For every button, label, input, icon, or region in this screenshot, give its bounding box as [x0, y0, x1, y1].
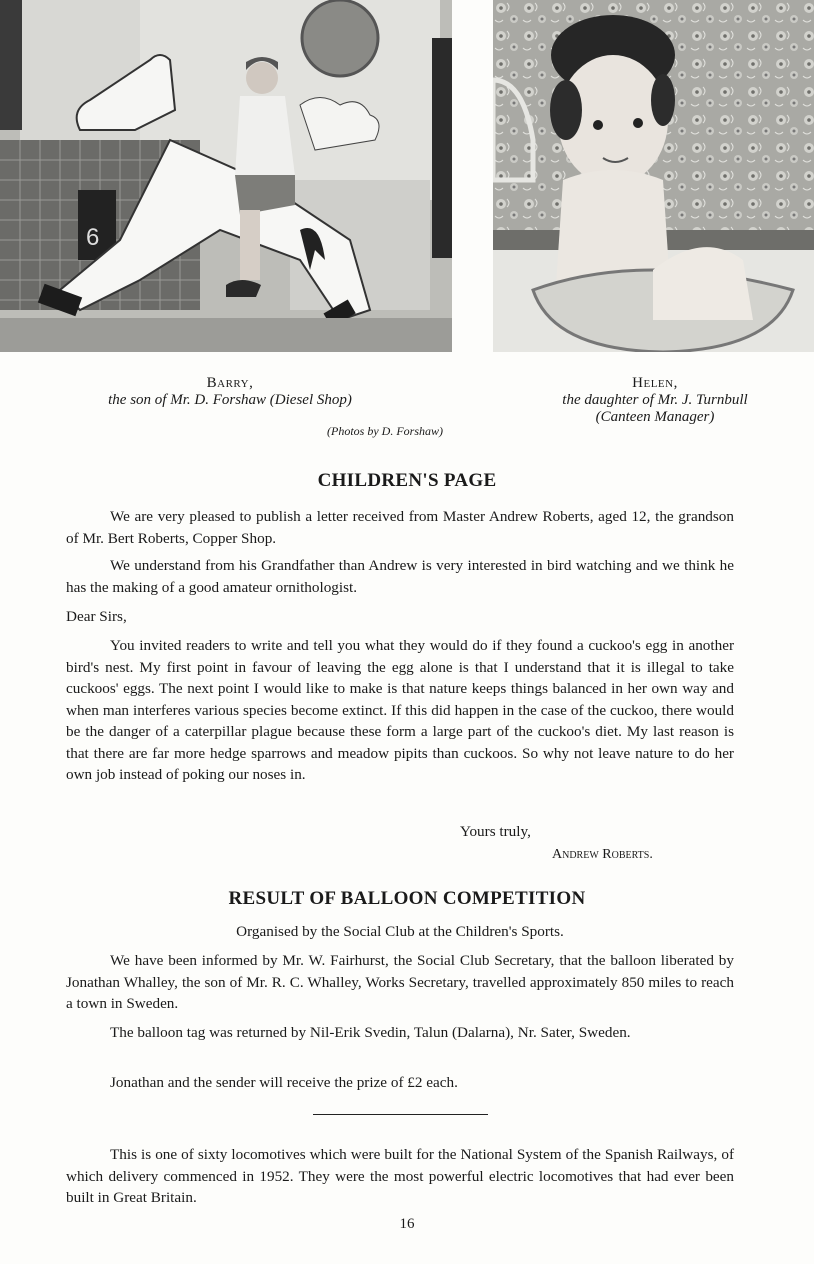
- caption-barry-desc: the son of Mr. D. Forshaw (Diesel Shop): [108, 392, 352, 408]
- photo-barry-image: [0, 0, 452, 352]
- caption-helen: [500, 375, 810, 426]
- caption-helen-desc-2: (Canteen Manager): [595, 409, 715, 425]
- balloon-competition-heading: RESULT OF BALLOON COMPETITION: [228, 888, 586, 909]
- letter-salutation: Dear Sirs,: [66, 608, 127, 625]
- caption-barry: [40, 375, 420, 409]
- caption-helen-desc-1: the daughter of Mr. J. Turnbull: [562, 392, 748, 408]
- letter-signature: Andrew Roberts.: [552, 847, 653, 862]
- locomotive-note: This is one of sixty locomotives which were built for the National System of the Spanish Railways, of which delivery commenced in 1952. They were the most powerful electric locomotives that had ever been built in Great Britain.: [66, 1146, 734, 1206]
- svg-text:6: 6: [86, 224, 100, 251]
- balloon-paragraph-1: We have been informed by Mr. W. Fairhurst, the Social Club Secretary, that the balloon liberated by Jonathan Whalley, the son of Mr. R. C. Whalley, Works Secretary, travelled approximately 850 miles to reach a town in Sweden.: [66, 952, 734, 1012]
- intro-paragraph: We are very pleased to publish a letter received from Master Andrew Roberts, aged 12, the grandson of Mr. Bert Roberts, Copper Shop.: [66, 508, 734, 547]
- photo-helen-bath: [493, 0, 814, 352]
- intro-paragraph-2: We understand from his Grandfather than Andrew is very interested in bird watching and we think he has the making of a good amateur ornithologist.: [66, 557, 734, 596]
- letter-body: You invited readers to write and tell you what they would do if they found a cuckoo's egg in another bird's nest. My first point in favour of leaving the egg alone is that I understand that it is illegal to take cuckoos' eggs. The next point I would like to make is that nature keeps things balanced in her own way and when man interferes various species become extinct. If this did happen in the case of the cuckoo, there would be the danger of a caterpillar plague because these form a large part of the cuckoo's diet. My last reason is that there are far more hedge sparrows and meadow pipits than cuckoos. So why not leave nature to do her own job instead of poking our noses in.: [66, 637, 734, 783]
- caption-barry-name: Barry,: [206, 375, 254, 391]
- section-divider: [313, 1114, 488, 1115]
- balloon-subtitle: Organised by the Social Club at the Children's Sports.: [236, 923, 564, 940]
- balloon-paragraph-3: Jonathan and the sender will receive the prize of £2 each.: [110, 1074, 458, 1091]
- photo-credit: (Photos by D. Forshaw): [327, 424, 443, 438]
- balloon-paragraph-2: The balloon tag was returned by Nil-Erik Svedin, Talun (Dalarna), Nr. Sater, Sweden.: [110, 1024, 631, 1041]
- childrens-page-heading: CHILDREN'S PAGE: [317, 470, 497, 491]
- page-number: 16: [399, 1216, 415, 1232]
- photo-helen-image: [493, 0, 814, 352]
- photo-barry-rocking-horse: [0, 0, 452, 352]
- letter-closing: Yours truly,: [460, 823, 531, 840]
- caption-helen-name: Helen,: [632, 375, 678, 391]
